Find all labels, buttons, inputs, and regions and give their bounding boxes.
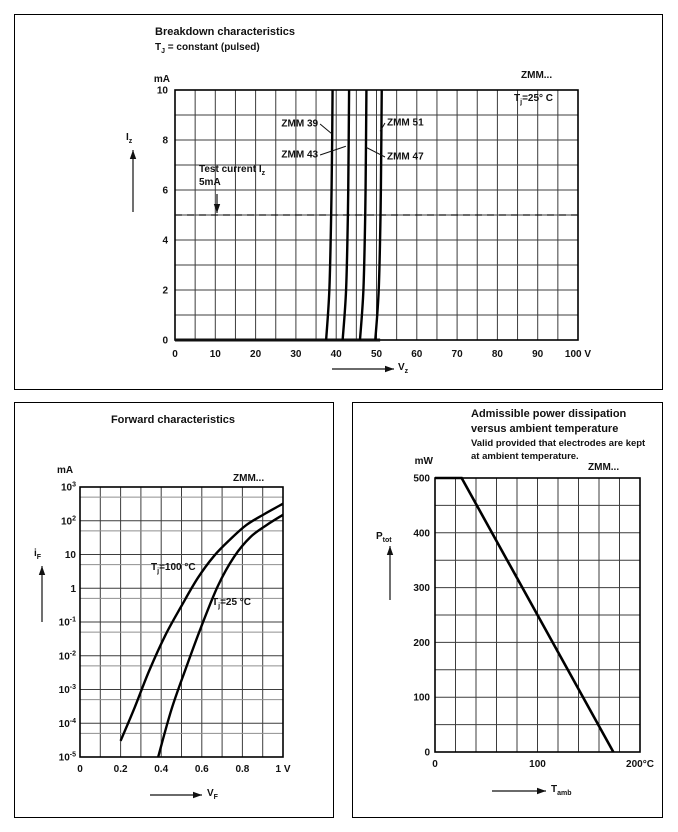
forward-x-axis-label: $V_F$ [207,788,218,801]
tick-label: 30 [290,349,302,360]
breakdown-y-unit: mA [153,74,170,85]
breakdown-y-axis-label: $I_z$ [126,132,133,145]
tick-label: 8 [162,135,168,147]
log-tick-label: $10^{-4}$ [58,717,76,730]
power-x-axis-label: $T_{amb}$ [551,784,572,797]
tick-label: 200°C [626,759,654,770]
tick-label: 0.2 [113,764,128,775]
log-tick-label: $10^{-1}$ [58,616,76,629]
tick-label: 6 [162,185,168,197]
curve-callout-label: ZMM 43 [281,149,319,161]
breakdown-x-axis-label: $V_z$ [398,362,409,375]
power-y-unit: mW [414,456,433,467]
log-tick-label: $10^{-2}$ [58,650,76,663]
forward-curve-label-25C: $T_j=25$ °C [212,597,252,610]
tick-label: 0 [162,335,168,347]
test-current-note: Test current $I_z$ 5mA [199,164,266,188]
power-title-line2: versus ambient temperature [471,423,619,435]
tick-label: 60 [411,349,423,360]
power-family-label: ZMM... [588,462,620,473]
breakdown-family-label: ZMM... [521,70,553,81]
forward-family-label: ZMM... [233,473,265,484]
log-tick-label: $10^{-5}$ [58,751,76,764]
breakdown-title: Breakdown characteristics [155,26,296,38]
tick-label: 80 [491,349,503,360]
tick-label: 200 [413,637,430,649]
curve-callout-label: ZMM 51 [386,117,424,129]
tick-label: 0 [77,764,83,775]
tick-label: 0 [432,759,438,770]
tick-label: 90 [532,349,544,360]
tick-label: 2 [162,285,168,297]
tick-label: 0 [172,349,178,360]
breakdown-panel [14,14,663,390]
forward-curve-label-100C: $T_j=100$ °C [151,562,196,575]
log-tick-label: $10^{-3}$ [58,684,76,696]
forward-y-unit: mA [57,465,74,476]
power-note-line2: at ambient temperature. [471,451,579,462]
log-tick-label: 10 [64,550,76,561]
tick-label: 0.8 [235,764,250,775]
forward-title: Forward characteristics [110,414,236,426]
tick-label: 100 [413,692,430,704]
tick-label: 4 [162,235,168,247]
log-tick-label: $10^2$ [60,515,76,528]
breakdown-condition-label: $T_j=25^\circ$ C [514,93,554,106]
tick-label: 10 [209,349,221,360]
tick-label: 20 [250,349,262,360]
tick-label: 0.6 [194,764,209,775]
log-tick-label: $10^3$ [60,481,76,494]
tick-label: 10 [156,85,168,97]
tick-label: 1 V [275,764,291,775]
tick-label: 50 [370,349,383,360]
tick-label: 70 [451,349,463,360]
tick-label: 100 V [564,349,592,360]
tick-label: 500 [413,473,430,485]
tick-label: 0 [424,747,430,759]
tick-label: 100 [529,759,546,770]
tick-label: 300 [413,583,430,595]
tick-label: 40 [330,349,342,360]
log-tick-label: 1 [70,583,76,595]
power-note-line1: Valid provided that electrodes are kept [471,438,646,449]
breakdown-subtitle: $T_J$ = constant (pulsed) [155,42,260,55]
curve-callout-label: ZMM 47 [386,151,424,163]
power-title-line1: Admissible power dissipation [471,408,627,420]
forward-y-axis-label: $i_F$ [34,548,42,561]
curve-callout-label: ZMM 39 [281,118,319,130]
power-y-axis-label: $P_{tot}$ [376,531,392,544]
tick-label: 0.4 [154,764,169,775]
tick-label: 400 [413,528,430,540]
